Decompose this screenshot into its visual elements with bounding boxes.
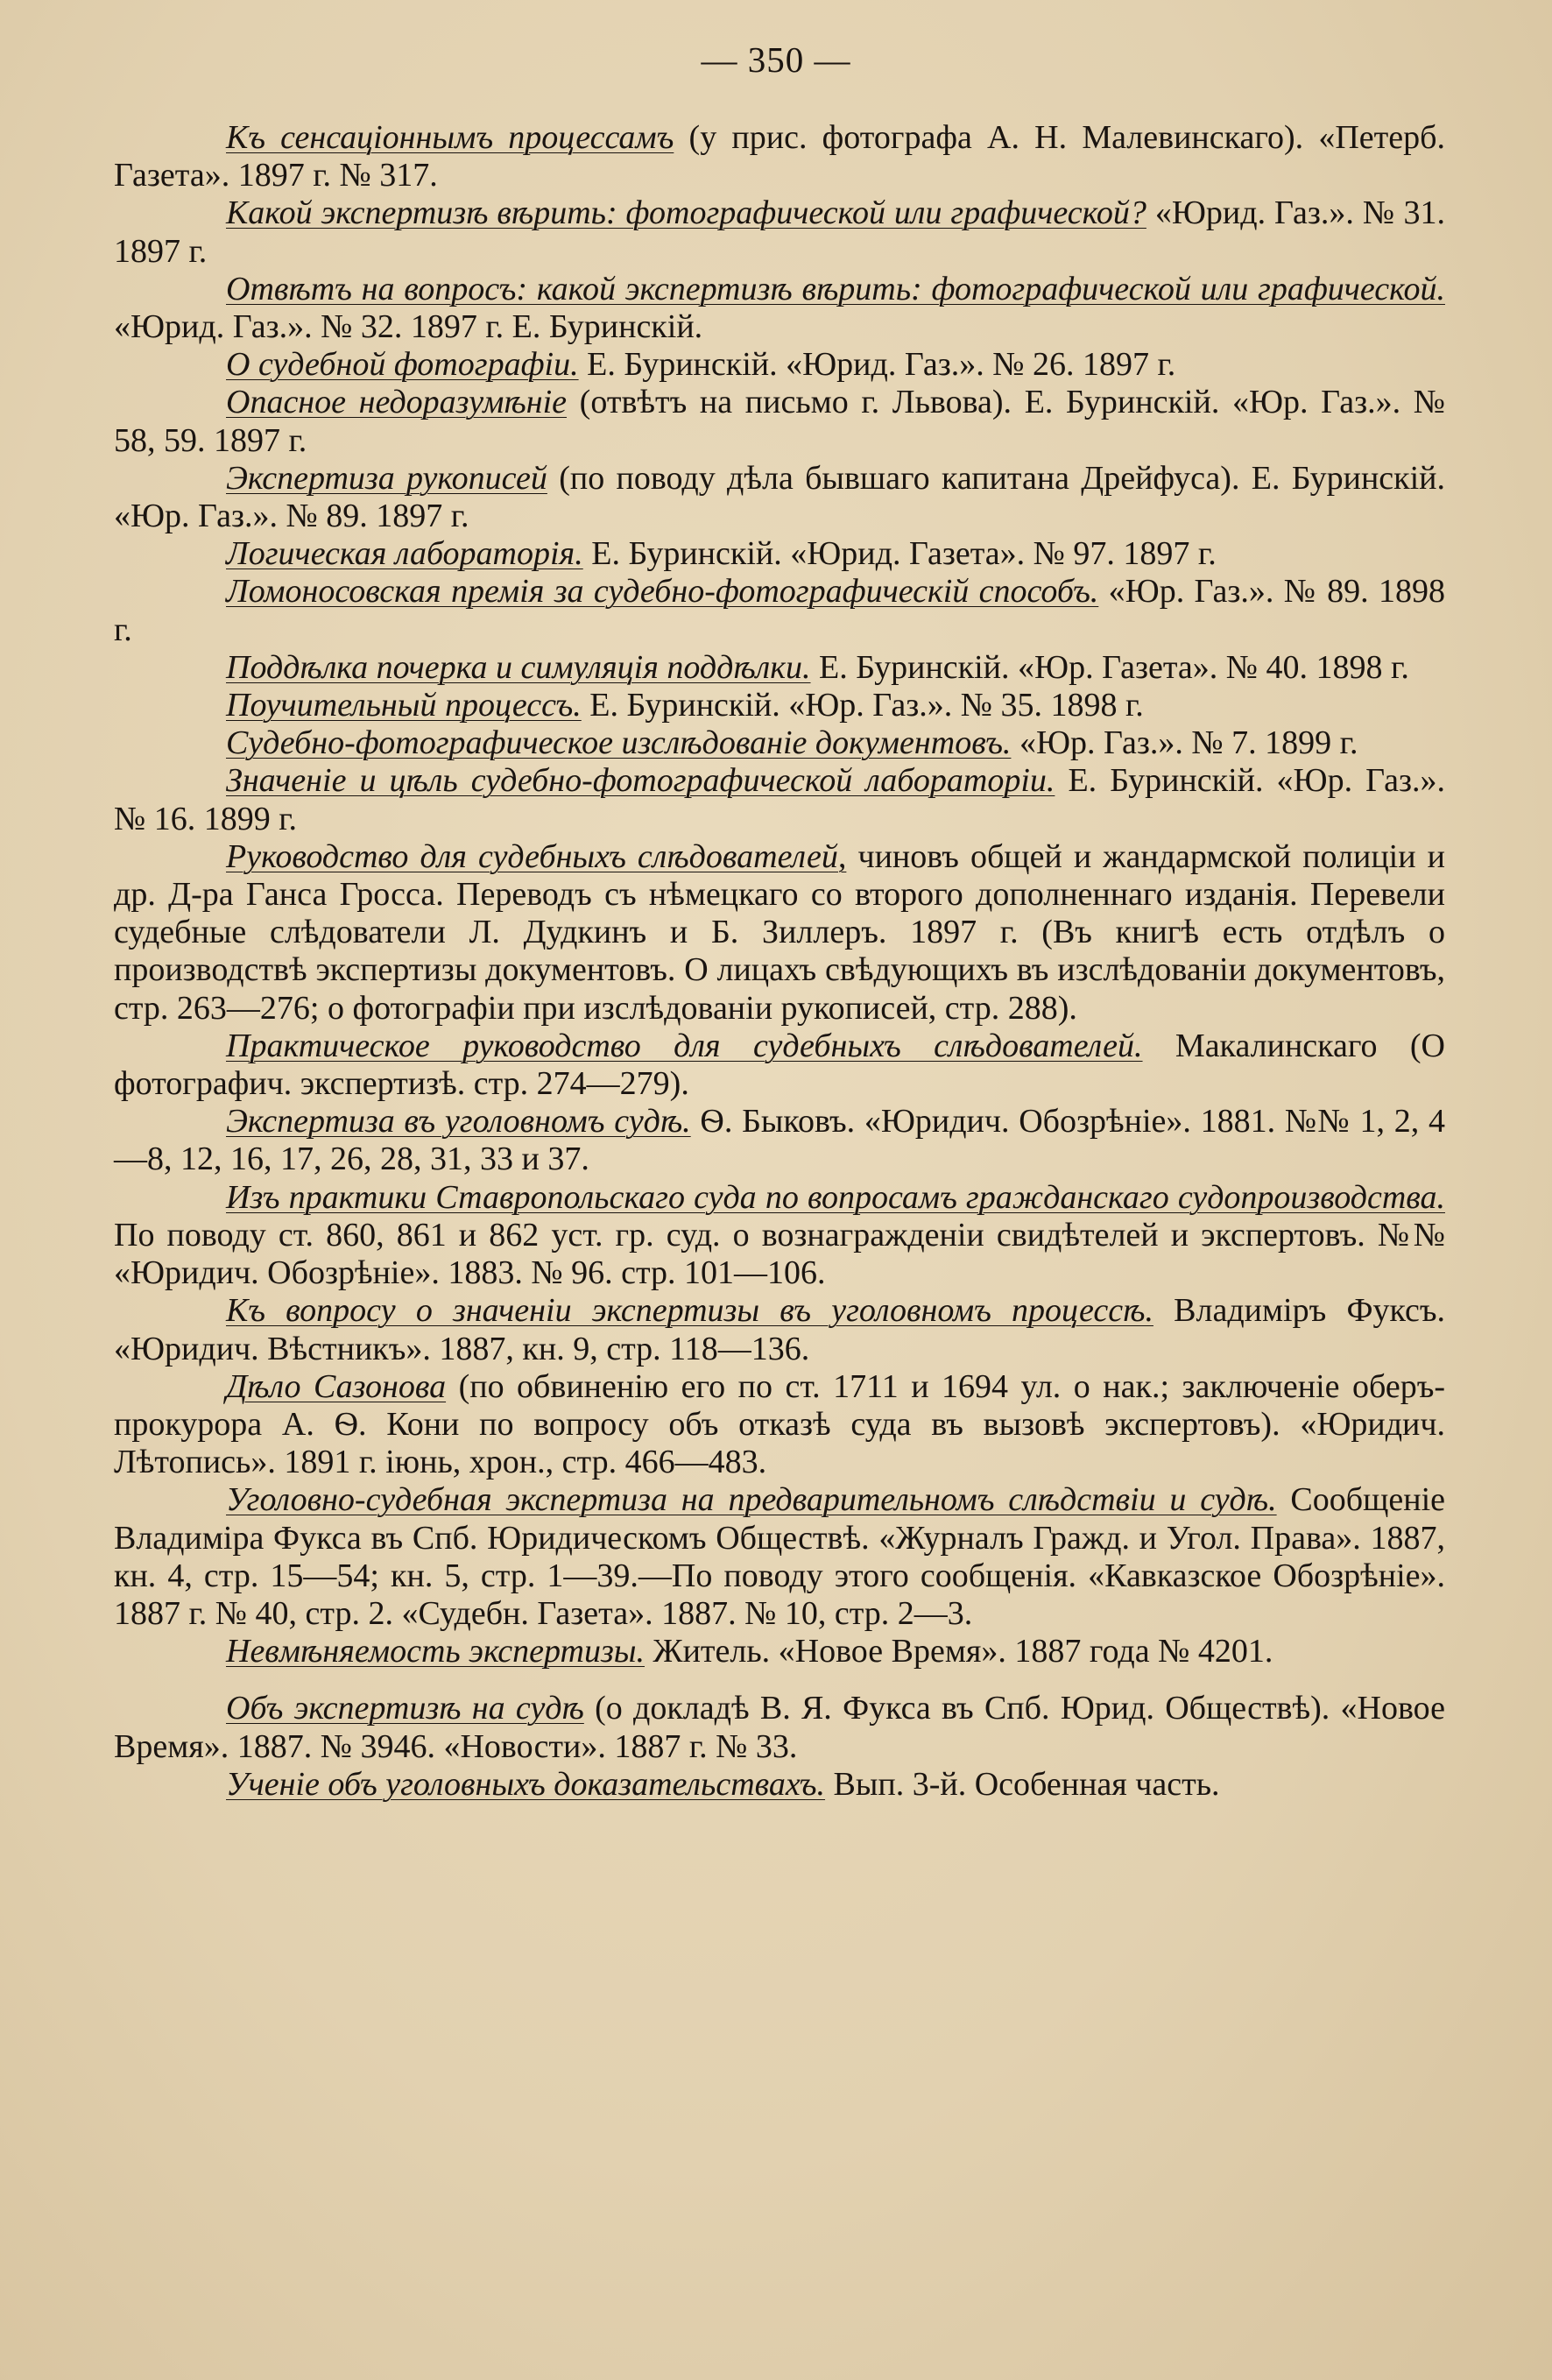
- entry-details: (по поводу дѣла бывшаго капитана Дрейфуса). Е. Буринскій. «Юр. Газ.». № 89. 1897 г.: [114, 459, 1445, 535]
- entry-details: По поводу ст. 860, 861 и 862 уст. гр. суд. о вознагражденіи свидѣтелей и экспертовъ. №№ «Юридич. Обозрѣніе». 1883. № 96. стр. 101—106.: [114, 1216, 1445, 1292]
- entry-details: Ѳ. Быковъ. «Юридич. Обозрѣніе». 1881. №№ 1, 2, 4—8, 12, 16, 17, 26, 28, 31, 33 и 37.: [114, 1103, 1445, 1178]
- entry-title: Экспертиза рукописей: [226, 459, 547, 497]
- bibliography-entry: [114, 1690, 1445, 1765]
- entry-details: Е. Буринскій. «Юр. Газета». № 40. 1898 г.: [810, 648, 1409, 686]
- bibliography-list: [114, 119, 1445, 1804]
- entry-title: Экспертиза въ уголовномъ судѣ.: [226, 1103, 691, 1141]
- entry-details: Житель. «Новое Время». 1887 года № 4201.: [645, 1633, 1273, 1670]
- entry-details: Сообщеніе Владиміра Фукса въ Спб. Юридическомъ Обществѣ. «Журналъ Гражд. и Угол. Права». 1887, кн. 4, стр. 15—54; кн. 5, стр. 1—39.—По поводу этого сообщенія. «Кавказское Обозрѣніе». 1887 г. № 40, стр. 2. «Судебн. Газета». 1887. № 10, стр. 2—3.: [114, 1481, 1445, 1632]
- entry-details: (по обвиненію его по ст. 1711 и 1694 ул. о нак.; заключеніе оберъ-прокурора А. Ѳ. Кони по вопросу объ отказѣ суда въ вызовѣ экспертовъ). «Юридич. Лѣтопись». 1891 г. іюнь, хрон., стр. 466—483.: [114, 1367, 1446, 1481]
- bibliography-entry: [114, 573, 1445, 648]
- entry-details: чиновъ общей и жандармской полиціи и др. Д-ра Ганса Гросса. Переводъ съ нѣмецкаго со второго дополненнаго изданія. Перевели судебные слѣдователи Л. Дудкинъ и Б. Зиллеръ. 1897 г. (Въ книгѣ есть отдѣлъ о производствѣ экспертизы документовъ. О лицахъ свѣдующихъ въ изслѣдованіи документовъ, стр. 263—276; о фотографіи при изслѣдованіи рукописей, стр. 288).: [114, 837, 1445, 1027]
- entry-title: Уголовно-судебная экспертиза на предварительномъ слѣдствіи и судѣ.: [226, 1481, 1277, 1519]
- entry-title: Къ вопросу о значеніи экспертизы въ уголовномъ процессѣ.: [226, 1292, 1153, 1330]
- entry-title: Поучительный процессъ.: [226, 687, 582, 724]
- bibliography-entry: [114, 535, 1445, 573]
- bibliography-entry: [114, 194, 1445, 270]
- entry-details: Владиміръ Фуксъ. «Юридич. Вѣстникъ». 1887, кн. 9, стр. 118—136.: [114, 1292, 1445, 1367]
- entry-title: Практическое руководство для судебныхъ слѣдователей.: [226, 1027, 1143, 1064]
- entry-details: (о докладѣ В. Я. Фукса въ Спб. Юрид. Обществѣ). «Новое Время». 1887. № 3946. «Новости». 1887 г. № 33.: [114, 1690, 1445, 1765]
- bibliography-entry: [114, 1028, 1445, 1103]
- bibliography-entry: [114, 649, 1445, 687]
- entry-title: Поддѣлка почерка и симуляція поддѣлки.: [226, 648, 811, 686]
- entry-title: Объ экспертизѣ на судѣ: [226, 1690, 584, 1727]
- bibliography-entry: [114, 724, 1445, 762]
- entry-title: Судебно-фотографическое изслѣдованіе документовъ.: [226, 724, 1012, 762]
- entry-details: Вып. 3-й. Особенная часть.: [825, 1765, 1220, 1803]
- bibliography-entry: [114, 460, 1445, 535]
- entry-title: Какой экспертизѣ вѣрить: фотографической или графической?: [226, 194, 1146, 232]
- entry-title: Къ сенсаціоннымъ процессамъ: [226, 119, 674, 156]
- bibliography-entry: [114, 1766, 1445, 1804]
- bibliography-entry: [114, 346, 1445, 384]
- entry-details: Макалинскаго (О фотографич. экспертизѣ. стр. 274—279).: [114, 1027, 1445, 1103]
- bibliography-entry: [114, 1103, 1445, 1178]
- entry-details: Е. Буринскій. «Юрид. Газ.». № 26. 1897 г.: [578, 346, 1176, 384]
- bibliography-entry: [114, 1179, 1445, 1293]
- entry-title: Изъ практики Ставропольскаго суда по вопросамъ гражданскаго судопроизводства.: [226, 1178, 1445, 1216]
- entry-title: Логическая лабораторія.: [226, 535, 583, 573]
- entry-title: Руководство для судебныхъ слѣдователей,: [226, 837, 847, 875]
- bibliography-entry: [114, 1292, 1445, 1367]
- entry-details: Е. Буринскій. «Юр. Газ.». № 35. 1898 г.: [581, 687, 1144, 724]
- bibliography-entry: [114, 687, 1445, 724]
- entry-details: «Юр. Газ.». № 7. 1899 г.: [1011, 724, 1358, 762]
- entry-details: (у прис. фотографа А. Н. Малевинскаго). «Петерб. Газета». 1897 г. № 317.: [114, 119, 1445, 194]
- bibliography-entry: [114, 838, 1445, 1028]
- bibliography-entry: [114, 1368, 1445, 1482]
- entry-details: Е. Буринскій. «Юр. Газ.». № 16. 1899 г.: [114, 762, 1446, 837]
- bibliography-entry: [114, 1481, 1445, 1633]
- entry-details: «Юрид. Газ.». № 32. 1897 г. Е. Буринскій.: [114, 308, 703, 346]
- entry-title: О судебной фотографіи.: [226, 346, 579, 384]
- entry-title: Дѣло Сазонова: [226, 1367, 447, 1405]
- bibliography-entry: [114, 384, 1445, 459]
- entry-details: «Юр. Газ.». № 89. 1898 г.: [114, 573, 1445, 648]
- bibliography-entry: [114, 1633, 1445, 1670]
- bibliography-entry: [114, 762, 1445, 837]
- entry-title: Ломоносовская премія за судебно-фотографическій способъ.: [226, 573, 1099, 611]
- entry-title: Невмѣняемость экспертизы.: [226, 1633, 645, 1670]
- page-number: — 350 —: [701, 39, 851, 80]
- entry-details: (отвѣтъ на письмо г. Львова). Е. Буринскій. «Юр. Газ.». № 58, 59. 1897 г.: [114, 384, 1445, 459]
- entry-details: «Юрид. Газ.». № 31. 1897 г.: [114, 194, 1445, 270]
- entry-title: Ученіе объ уголовныхъ доказательствахъ.: [226, 1765, 826, 1803]
- entry-details: Е. Буринскій. «Юрид. Газета». № 97. 1897 г.: [582, 535, 1217, 573]
- entry-title: Опасное недоразумѣніе: [226, 384, 568, 421]
- entry-title: Отвѣтъ на вопросъ: какой экспертизѣ вѣрить: фотографической или графической.: [226, 270, 1445, 307]
- entry-title: Значеніе и цѣль судебно-фотографической лабораторіи.: [226, 762, 1055, 800]
- bibliography-entry: [114, 271, 1445, 346]
- bibliography-entry: [114, 119, 1445, 194]
